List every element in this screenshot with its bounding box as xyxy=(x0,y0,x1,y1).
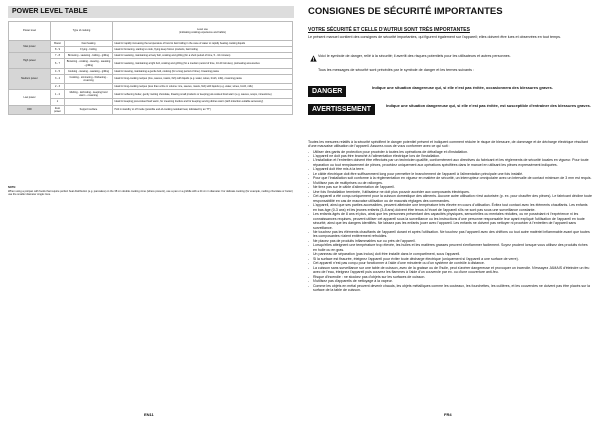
level-cell: 4 - 5 xyxy=(51,68,65,74)
list-item: - Une fois l'installation terminée, l'utilisateur ne doit plus pouvoir accéder aux composants électriques. xyxy=(308,190,592,194)
page-number-right: FR4 xyxy=(444,412,452,417)
list-item: - Cet appareil a été conçu uniquement pour la cuisson domestique des aliments. Aucune autre utilisation n'est autorisée (p. ex. pour chauffer des pièces). Le fabricant décline toute responsabilité en cas de mauvaise utilisation ou de mauvais réglages des commandes. xyxy=(308,194,592,203)
safety-body xyxy=(308,140,592,293)
list-item: - L'installation et l'entretien doivent être effectués par un technicien qualifié, conformément aux directives du fabricant et les règlements de sécurité locales en vigueur. Pour toute réparation ou tout remplacement de pièces, procédez uniquement aux opérations spécifiées dans le manuel en utilisant les pièces expressément indiquées. xyxy=(308,158,592,167)
table-row xyxy=(9,74,293,83)
power-level-cell: Medium power xyxy=(9,68,51,90)
level-use-cell: Ideal for browning, starting to cook, frying deep frozen products, fast boiling xyxy=(113,47,293,53)
power-level-table-body xyxy=(9,41,293,115)
cooking-type-cell: Melting - defrosting - keeping food warm - creaming xyxy=(65,90,113,99)
list-item: - Comme les objets en métal peuvent devenir chauds, les objets métalliques comme les couteaux, les fourchettes, les cuillères, et les couvercles ne doivent pas être placés sur la surface de la table de cuisson. xyxy=(308,284,592,293)
cooking-type-cell: Frying - boiling xyxy=(65,47,113,53)
cooking-type-cell: Browning - sautéing - boiling - grilling xyxy=(65,53,113,59)
list-item: - L'appareil, ainsi que ses parties accessibles, peuvent atteindre une température très élevée en cours d'utilisation. Évitez tout contact avec les éléments chauffants. Les enfants en bas âge (0-3 ans) et les jeunes enfants (3-8 ans) doivent être tenus à l'écart de l'appareil s'ils ne sont pas sous une surveillance constante. xyxy=(308,203,592,212)
danger-description: Indique une situation dangereuse qui, si elle n'est pas évitée, occasionnera des blessures graves. xyxy=(372,85,553,90)
list-item: - Cet appareil n'est pas conçu pour fonctionner à l'aide d'une minuterie ou d'un système de contrôle à distance. xyxy=(308,261,592,265)
level-cell: 2 - 3 xyxy=(51,84,65,90)
list-item: - Les enfants âgés de 8 ans et plus, ainsi que les personnes présentant des capacités physiques, sensorielles ou mentales réduites, ou ne possédant ni l'expérience ni les connaissances requises, peuvent utiliser cet appareil sous la surveillance ou les instructions d'une personne responsable leur ayant expliqué l'utilisation de l'appareil en toute sécurité, ainsi que les dangers identifiés. Ne laissez pas les enfants jouer avec l'appareil. Les enfants ne doivent pas nettoyer ni procéder à l'entretien de l'appareil sans surveillance. xyxy=(308,212,592,230)
level-use-cell: Ideal for sautéing, maintaining a light boil, cooking and grilling (for a medium period of time, 10-20 minutes), preheating accessories xyxy=(113,59,293,68)
level-cell: 8 - 9 xyxy=(51,47,65,53)
alert-messages-text: Tous les messages de sécurité sont précédés par le symbole de danger et les termes suivants : xyxy=(318,68,474,72)
safety-intro: Le présent manuel contient des consignes de sécurité importantes, qui figurent également sur l'appareil; elles doivent être lues et observées en tout temps. xyxy=(308,35,562,39)
list-item: - Utiliser des gants de protection pour procéder à toutes les opérations de déballage et d'installation. xyxy=(308,150,592,154)
cooking-type-cell: Support surface xyxy=(65,105,113,114)
safety-subtitle: VOTRE SÉCURITÉ ET CELLE D'AUTRUI SONT TRÈS IMPORTANTES xyxy=(308,27,470,33)
list-item: - Ne tirez pas sur le câble d'alimentation de l'appareil. xyxy=(308,185,592,189)
header-type: Type of cooking xyxy=(51,22,113,41)
warning-badge: AVERTISSEMENT xyxy=(308,104,375,115)
level-cell: Zero power xyxy=(51,105,65,114)
level-cell: 3 - 4 xyxy=(51,74,65,83)
header-level-use-title: Level use xyxy=(197,27,208,31)
safety-body-intro: Toutes les mesures relatifs à la sécurité spécifient le danger potentiel présent et indiquent comment réduire le risque de blessure, de dommage et de décharge électrique résultant d'une mauvaise utilisation de l'appareil. Assurez-vous de vous conformer avec ce qui suit : xyxy=(308,140,588,149)
danger-badge: DANGER xyxy=(308,86,346,97)
power-level-cell: High power xyxy=(9,53,51,68)
table-row xyxy=(9,59,293,68)
safety-title: CONSIGNES DE SÉCURITÉ IMPORTANTES xyxy=(308,6,503,17)
table-row xyxy=(9,105,293,114)
power-level-table xyxy=(8,21,293,115)
warning-triangle-icon xyxy=(310,55,317,62)
header-level-use-subtitle: (indicating cooking experience and habits) xyxy=(179,31,226,34)
list-item: - Si la surface est fissurée, éteignez l'appareil pour éviter toute décharge électrique (uniquement si l'appareil a une surface de verre). xyxy=(308,257,592,261)
list-item: - Le câble électrique doit être suffisamment long pour permettre le branchement de l'appareil à l'alimentation principale une fois installé. xyxy=(308,172,592,176)
level-use-cell: Ideal for softening butter, gently melting chocolate, thawing small products or keeping just-cooked food warm (e.g. sauces, soups, minestrone) xyxy=(113,90,293,99)
level-use-cell: Hob in standby or off mode (possible end-of-cooking residual heat, indicated by an "H") xyxy=(113,105,293,114)
cooking-type-cell: Fast heating xyxy=(65,41,113,47)
table-row xyxy=(9,90,293,99)
page-number-left: EN11 xyxy=(144,412,154,417)
power-level-cell: Max power xyxy=(9,41,51,53)
power-level-table-title: POWER LEVEL TABLE xyxy=(8,6,294,18)
note xyxy=(8,186,294,197)
note-label: NOTE: xyxy=(8,186,17,189)
power-level-cell: OFF xyxy=(9,105,51,114)
level-use-cell: Ideal for long-cooking recipes (rice, sauces, roasts, fish) with liquids (e.g. water, wines, broth, milk), creaming pasta xyxy=(113,74,293,83)
power-level-cell: Low power xyxy=(9,90,51,105)
note-text: When using a pot/pan with foods that require perfect heat distribution (e.g. pancakes) on the 38 cm double cooking zone (where present), use a pan or a griddle with a 24 cm in diameter. For delicate cooking (for example, melting chocolate or butter) use the smaller diameter single zone. xyxy=(8,189,293,196)
cooking-type-cell: Cooking - stewing - sautéing - grilling xyxy=(65,68,113,74)
list-item: - Pour que l'installation soit conforme à la réglementation en vigueur en matière de sécurité, un interrupteur omnipolaire avec un intervalle de contact minimum de 3 mm est requis. xyxy=(308,176,592,180)
list-item: - N'utilisez pas d'appareils de nettoyage à la vapeur. xyxy=(308,279,592,283)
alert-symbol-text: Voici le symbole de danger, relié à la sécurité; il avertit des risques potentiels pour les utilisateurs et autres personnes. xyxy=(318,54,511,58)
safety-list xyxy=(308,150,592,293)
level-cell: Boost xyxy=(51,41,65,47)
list-item: - L'appareil ne doit pas être branché à l'alimentation électrique lors de l'installation. xyxy=(308,154,592,158)
level-cell: 1 xyxy=(51,99,65,105)
level-use-cell: Ideal for stewing, maintaining a gentle boil, cooking (for a long period of time). Creaming pasta xyxy=(113,68,293,74)
header-power: Power level xyxy=(9,22,51,41)
cooking-type-cell: Cooking - simmering - thickening - creaming xyxy=(65,74,113,83)
level-cell: 6 - 7 xyxy=(51,59,65,68)
level-use-cell: Ideal for long-cooking recipes (less than a litre in volume: rice, sauces, roasts, fish) with liquids (e.g. water, wines, broth, milk) xyxy=(113,84,293,90)
right-page xyxy=(300,0,600,423)
warning-description: Indique une situation dangereuse qui, si elle n'est pas évitée, est susceptible d'entraîner des blessures graves. xyxy=(386,103,591,108)
list-item: - L'appareil doit être mis à la terre. xyxy=(308,167,592,171)
list-item: - La cuisson sans surveillance sur une table de cuisson, avec de la graisse ou de l'huile, peut s'avérer dangereuse et provoquer un incendie. N'essayez JAMAIS d'éteindre un feu avec de l'eau, éteignez l'appareil puis couvrez les flammes à l'aide d'un couvercle par ex. ou d'une couverture anti-feu. xyxy=(308,266,592,275)
list-item: - Risque d'incendie : ne stockez pas d'objets sur les surfaces de cuisson. xyxy=(308,275,592,279)
level-cell: 7 - 8 xyxy=(51,53,65,59)
list-item: - Ne touchez pas les éléments chauffants de l'appareil durant et après l'utilisation. Ne touchez pas l'appareil avec des chiffons ou tout autre matériel inflammable avant que toutes les composantes n'aient entièrement refroidies. xyxy=(308,230,592,239)
list-item: - Lorsqu'elles atteignent une température trop élevée, les huiles et les matières grasses peuvent s'enflammer facilement. Soyez prudent lorsque vous utilisez des produits riches en huile ou en gras. xyxy=(308,243,592,252)
header-level-use xyxy=(113,22,293,41)
level-use-cell: Ideal for sautéing, maintaining a lively boil, cooking and grilling (for a short period of time, 5 - 10 minutes) xyxy=(113,53,293,59)
cooking-type-cell: Browning - cooking - stewing - sautéing - grilling xyxy=(65,59,113,68)
level-use-cell: Ideal for keeping just-cooked food warm, for creaming risottos and for keeping serving dishes warm (with induction-suitable accessory) xyxy=(113,99,293,105)
level-use-cell: Ideal for rapidly increasing the temperature of food to fast boiling in the case of water or rapidly heating cooking liquids xyxy=(113,41,293,47)
list-item: - Ne placez pas de produits inflammables sur ou près de l'appareil. xyxy=(308,239,592,243)
list-item: - Un panneau de séparation (pas inclus) doit être installé dans le compartiment, sous l'appareil. xyxy=(308,252,592,256)
level-cell: 1 - 2 xyxy=(51,90,65,99)
list-item: - N'utilisez pas de multiprises ou de rallonges. xyxy=(308,181,592,185)
table-header-row xyxy=(9,22,293,41)
